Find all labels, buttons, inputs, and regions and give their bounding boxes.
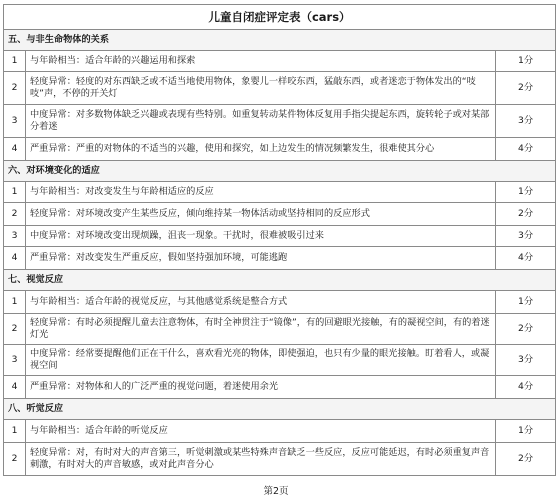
row-score: 1分 (496, 51, 556, 72)
row-description: 与年龄相当：适合年龄的听觉反应 (26, 420, 496, 443)
row-description: 中度异常：对多数物体缺乏兴趣或表现有些特别。如重复转动某件物体反复用手指尖提起东西，旋转轮子或对某部分着迷 (26, 105, 496, 138)
row-number: 4 (4, 376, 26, 399)
section-heading: 八、听觉反应 (4, 399, 556, 420)
row-description: 严重异常：对改变发生严重反应，假如坚持强加环境，可能逃跑 (26, 247, 496, 270)
section-heading: 六、对环境变化的适应 (4, 161, 556, 182)
table-row (4, 203, 556, 226)
row-score: 3分 (496, 345, 556, 376)
table-row (4, 182, 556, 203)
table-title: 儿童自闭症评定表（cars） (4, 5, 556, 30)
table-row (4, 420, 556, 443)
row-score: 4分 (496, 247, 556, 270)
row-score: 2分 (496, 203, 556, 226)
table-row (4, 345, 556, 376)
row-description: 与年龄相当：对改变发生与年龄相适应的反应 (26, 182, 496, 203)
row-description: 严重异常：严重的对物体的不适当的兴趣，使用和探究，如上边发生的情况频繁发生，很难使其分心 (26, 138, 496, 161)
row-description: 轻度异常：轻度的对东西缺乏或不适当地使用物体，象婴儿一样咬东西，猛敲东西，或者迷恋于物体发出的“吱吱”声，不停的开关灯 (26, 72, 496, 105)
row-description: 严重异常：对物体和人的广泛严重的视觉问题，着迷使用余光 (26, 376, 496, 399)
table-row (4, 291, 556, 314)
rating-table (3, 4, 556, 476)
row-number: 2 (4, 203, 26, 226)
section-heading: 七、视觉反应 (4, 270, 556, 291)
row-description: 轻度异常：对环境改变产生某些反应，倾向维持某一物体活动或坚持相同的反应形式 (26, 203, 496, 226)
table-row (4, 51, 556, 72)
row-score: 1分 (496, 291, 556, 314)
table-row (4, 376, 556, 399)
row-description: 中度异常：对环境改变出现烦躁，沮丧一现象。干扰时，很难被吸引过来 (26, 226, 496, 247)
row-number: 1 (4, 420, 26, 443)
row-score: 4分 (496, 138, 556, 161)
row-description: 轻度异常：对，有时对大的声音第三，听觉刺激或某些特殊声音缺乏一些反应，反应可能延迟，有时必须重复声音刺激，有时对大的声音敏感，或对此声音分心 (26, 443, 496, 476)
table-row (4, 72, 556, 105)
row-score: 1分 (496, 182, 556, 203)
table-row (4, 443, 556, 476)
row-number: 1 (4, 51, 26, 72)
table-row (4, 138, 556, 161)
row-number: 4 (4, 247, 26, 270)
row-score: 2分 (496, 72, 556, 105)
row-score: 3分 (496, 226, 556, 247)
table-row (4, 247, 556, 270)
row-number: 2 (4, 314, 26, 345)
row-number: 3 (4, 345, 26, 376)
row-number: 4 (4, 138, 26, 161)
table-row (4, 314, 556, 345)
row-description: 与年龄相当：适合年龄的视觉反应，与其他感觉系统是整合方式 (26, 291, 496, 314)
row-score: 1分 (496, 420, 556, 443)
row-number: 2 (4, 72, 26, 105)
row-description: 与年龄相当：适合年龄的兴趣运用和探索 (26, 51, 496, 72)
row-score: 2分 (496, 314, 556, 345)
table-row (4, 105, 556, 138)
section-heading: 五、与非生命物体的关系 (4, 30, 556, 51)
row-description: 中度异常：经常要提醒他们正在干什么，喜欢看光亮的物体，即使强迫，也只有少量的眼光接触。盯着看人，或凝视空间 (26, 345, 496, 376)
page-number: 第2页 (263, 486, 289, 497)
row-number: 3 (4, 105, 26, 138)
row-number: 3 (4, 226, 26, 247)
table-row (4, 226, 556, 247)
row-score: 4分 (496, 376, 556, 399)
row-description: 轻度异常：有时必须提醒儿童去注意物体，有时全神贯注于“镜像”，有的回避眼光接触，有的凝视空间，有的着迷灯光 (26, 314, 496, 345)
row-number: 1 (4, 182, 26, 203)
row-number: 2 (4, 443, 26, 476)
row-score: 3分 (496, 105, 556, 138)
row-score: 2分 (496, 443, 556, 476)
row-number: 1 (4, 291, 26, 314)
